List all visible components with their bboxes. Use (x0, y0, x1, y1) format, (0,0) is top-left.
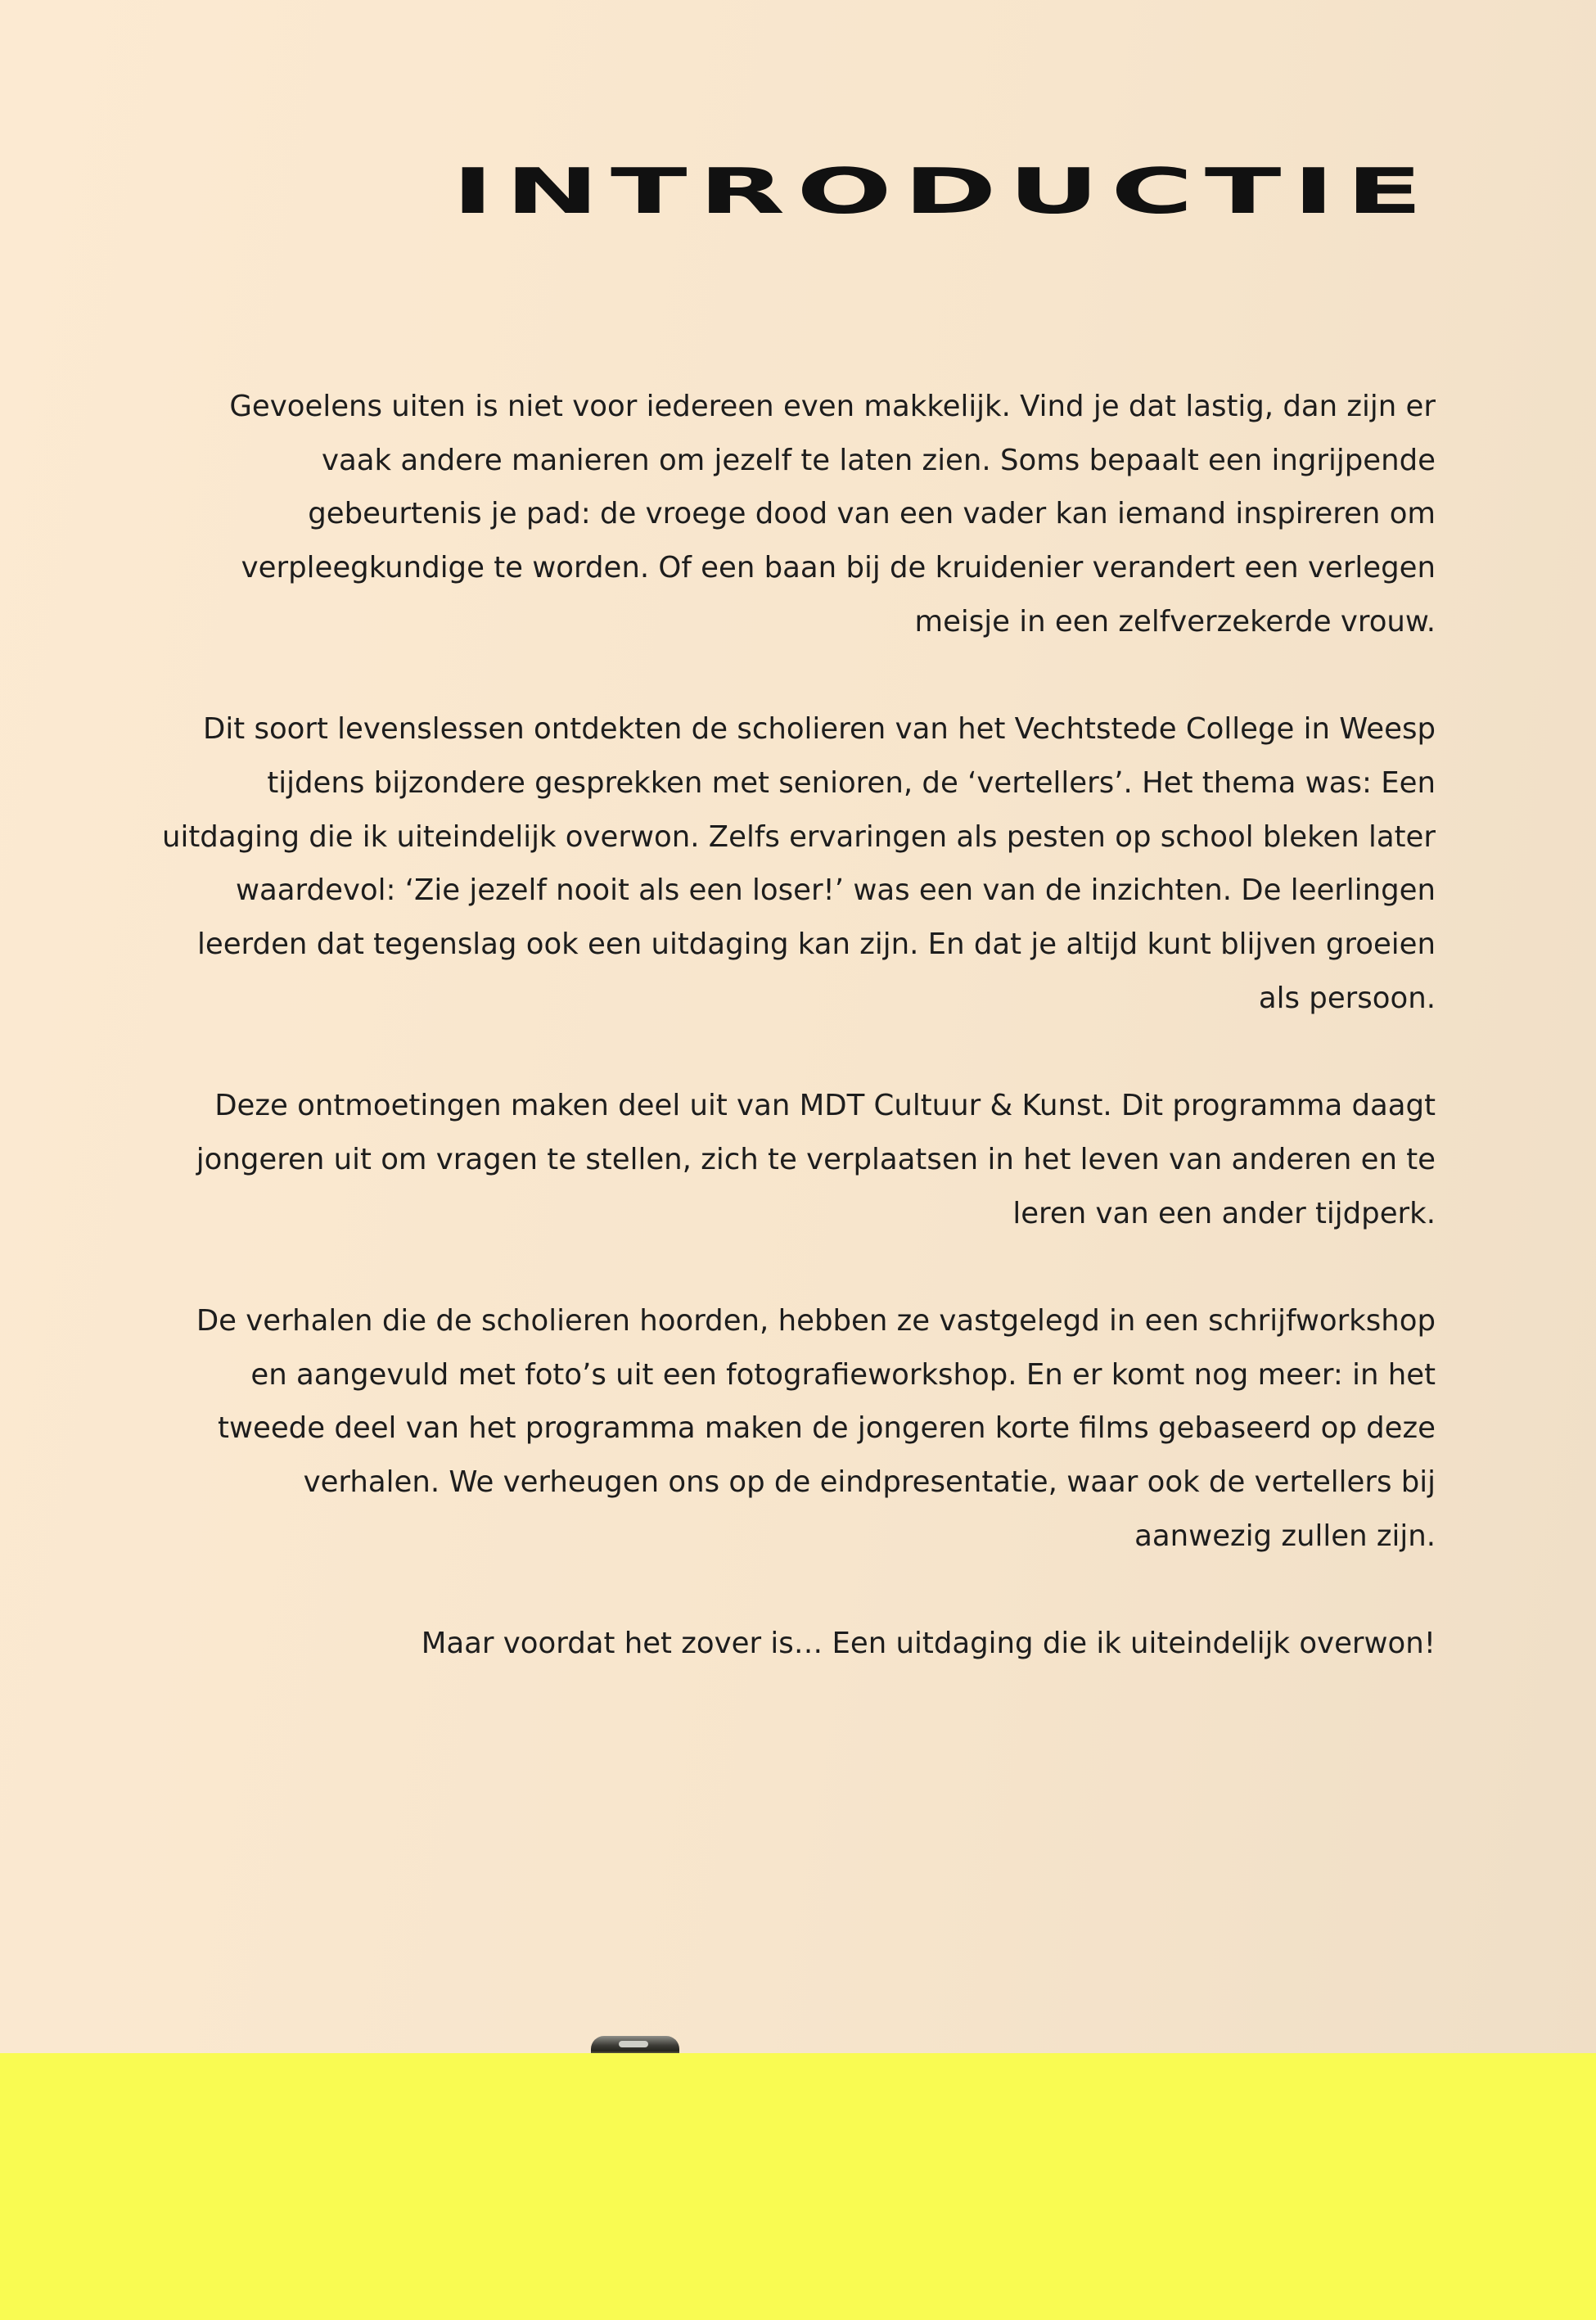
page-title: INTRODUCTIE (451, 155, 1434, 228)
intro-paragraph-5: Maar voordat het zover is… Een uitdaging die ik uiteindelijk overwon! (421, 1627, 1436, 1661)
intro-paragraph-1: Gevoelens uiten is niet voor iedereen even makkelijk. Vind je dat lastig, dan zijn er vaak andere manieren om jezelf te laten zien. Soms bepaalt een ingrijpende gebeurtenis je pad: de vroege dood van een vader kan iemand inspireren om verpleegkundige te worden. Of een baan bij de kruidenier verandert een verlegen meisje in een zelfverzekerde vrouw. (229, 390, 1436, 639)
intro-paragraph-4: De verhalen die de scholieren hoorden, hebben ze vastgelegd in een schrijfworkshop en aangevuld met foto’s uit een fotografieworkshop. En er komt nog meer: in het tweede deel van het programma maken de jongeren korte films gebaseerd op deze verhalen. We verheugen ons op de eindpresentatie, waar ook de vertellers bij aanwezig zullen zijn. (196, 1303, 1436, 1553)
bottom-color-band (0, 2053, 1596, 2320)
intro-paragraph-2: Dit soort levenslessen ontdekten de scholieren van het Vechtstede College in Weesp tijdens bijzondere gesprekken met senioren, de ‘vertellers’. Het thema was: Een uitdaging die ik uiteindelijk overwon. Zelfs ervaringen als pesten op school bleken later waardevol: ‘Zie jezelf nooit als een loser!’ was een van de inzichten. De leerlingen leerden dat tegenslag ook een uitdaging kan zijn. En dat je altijd kunt blijven groeien als persoon. (162, 712, 1436, 1015)
intro-body (159, 380, 1436, 1725)
intro-paragraph-3: Deze ontmoetingen maken deel uit van MDT Cultuur & Kunst. Dit programma daagt jongeren uit om vragen te stellen, zich te verplaatsen in het leven van anderen en te leren van een ander tijdperk. (196, 1089, 1436, 1230)
